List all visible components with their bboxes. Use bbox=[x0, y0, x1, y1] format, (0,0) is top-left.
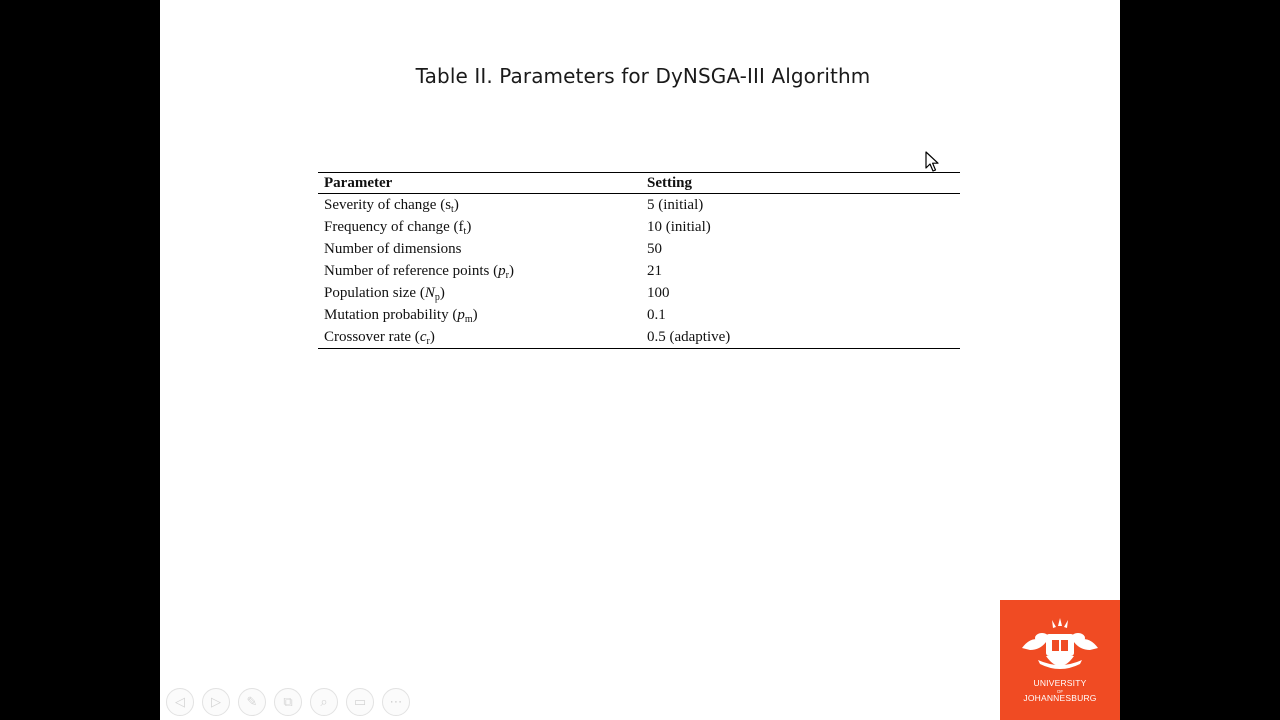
screen-view-button[interactable] bbox=[346, 688, 374, 716]
table-row bbox=[318, 304, 960, 326]
mouse-cursor-icon bbox=[925, 151, 939, 173]
screen-icon: ▭ bbox=[353, 694, 367, 710]
parameter-symbol: N bbox=[424, 285, 435, 301]
setting-cell: 10 (initial) bbox=[647, 219, 711, 235]
university-logo bbox=[1000, 600, 1120, 720]
parameter-symbol: p bbox=[498, 263, 506, 279]
parameter-cell: Number of dimensions bbox=[324, 241, 462, 257]
parameter-subscript: t bbox=[451, 204, 454, 215]
table-row bbox=[318, 194, 960, 217]
parameter-subscript: r bbox=[505, 270, 509, 281]
setting-cell: 0.5 (adaptive) bbox=[641, 326, 960, 349]
logo-text-university: UNIVERSITY bbox=[1033, 678, 1087, 688]
parameter-cell: Frequency of change $(f_t)$ bbox=[324, 219, 472, 237]
parameter-cell: Severity of change $(s_t)$ bbox=[324, 197, 459, 215]
table-header-row bbox=[318, 173, 960, 194]
previous-slide-button[interactable] bbox=[166, 688, 194, 716]
slideshow-toolbar bbox=[166, 688, 410, 716]
parameter-subscript: m bbox=[464, 314, 473, 325]
table-row bbox=[318, 282, 960, 304]
setting-cell: 21 bbox=[647, 263, 662, 279]
parameter-cell: Number of reference points $(p_r)$ bbox=[324, 263, 514, 281]
magnifier-icon: ⌕ bbox=[320, 694, 328, 710]
previous-arrow-icon: ◁ bbox=[175, 694, 185, 710]
logo-text-johannesburg: JOHANNESBURG bbox=[1023, 693, 1097, 703]
next-slide-button[interactable] bbox=[202, 688, 230, 716]
all-slides-button[interactable] bbox=[274, 688, 302, 716]
logo-text-of: OF bbox=[1056, 689, 1064, 694]
parameter-subscript: p bbox=[434, 292, 440, 303]
header-setting: Setting bbox=[641, 173, 960, 194]
slide-title: Table II. Parameters for DyNSGA-III Algorithm bbox=[415, 64, 871, 88]
pen-icon: ✎ bbox=[246, 694, 258, 710]
table-row bbox=[318, 216, 960, 238]
parameter-subscript: r bbox=[426, 336, 430, 347]
slides-grid-icon: ⧉ bbox=[283, 694, 293, 710]
parameter-cell: Population size $(N_p)$ bbox=[324, 285, 445, 303]
table-row bbox=[318, 260, 960, 282]
pen-tool-button[interactable] bbox=[238, 688, 266, 716]
zoom-button[interactable] bbox=[310, 688, 338, 716]
parameter-subscript: t bbox=[463, 226, 467, 237]
parameter-symbol: s bbox=[445, 197, 452, 213]
setting-cell: 0.1 bbox=[647, 307, 666, 323]
parameter-symbol: p bbox=[457, 307, 465, 323]
more-options-button[interactable] bbox=[382, 688, 410, 716]
uj-emblem-icon bbox=[1016, 616, 1104, 674]
setting-cell: 100 bbox=[647, 285, 670, 301]
next-arrow-icon: ▷ bbox=[211, 694, 221, 710]
more-dots-icon: ⋯ bbox=[389, 694, 403, 710]
table-row bbox=[318, 326, 960, 349]
setting-cell: 5 (initial) bbox=[647, 197, 704, 213]
parameter-cell: Mutation probability $(p_m)$ bbox=[324, 307, 478, 325]
parameters-table bbox=[318, 172, 960, 349]
presentation-slide bbox=[160, 0, 1120, 720]
parameter-symbol: c bbox=[419, 329, 427, 345]
table-row bbox=[318, 238, 960, 260]
parameter-symbol: f bbox=[458, 219, 464, 235]
header-parameter: Parameter bbox=[318, 173, 641, 194]
parameter-cell: Crossover rate $(c_r)$ bbox=[318, 326, 641, 349]
setting-cell: 50 bbox=[647, 241, 662, 257]
